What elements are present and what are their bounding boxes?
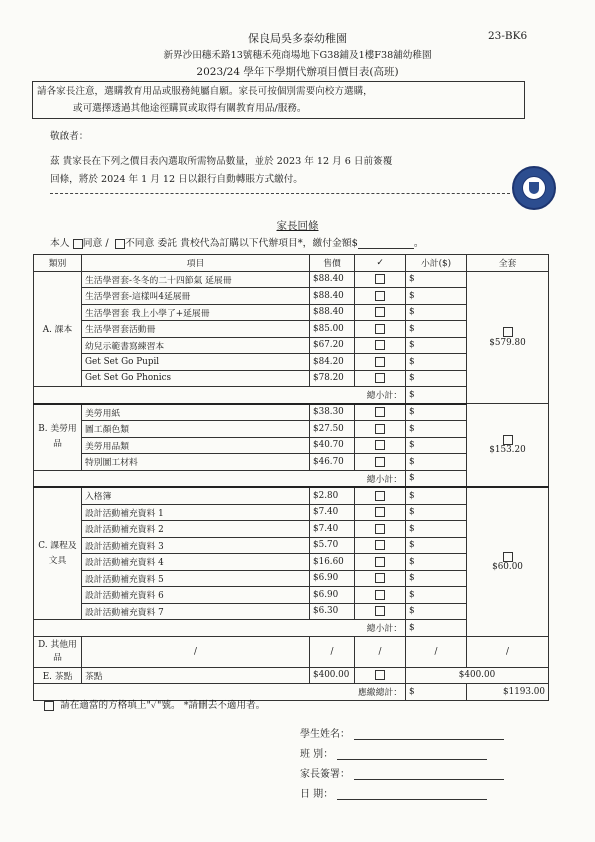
item-subtotal[interactable]: $	[406, 603, 467, 620]
item-name: 特別圖工材料	[82, 454, 310, 471]
item-checkbox[interactable]	[375, 573, 385, 583]
header-subtotal: 小計($)	[406, 255, 467, 272]
item-checkbox[interactable]	[375, 606, 385, 616]
item-checkbox[interactable]	[375, 524, 385, 534]
section-b-subtotal[interactable]: $	[406, 470, 467, 487]
notice-box	[32, 81, 525, 119]
item-name: 生活學習套活動冊	[82, 321, 310, 338]
section-a-category: A. 課本	[34, 271, 82, 387]
field-label: 家長簽署	[300, 769, 340, 780]
item-checkbox-cell[interactable]	[355, 587, 406, 604]
cut-line	[50, 193, 510, 194]
header-tick: ✓	[355, 255, 406, 272]
section-e-total: $400.00	[406, 667, 549, 684]
item-checkbox-cell[interactable]	[355, 271, 406, 288]
item-name: 入格簿	[82, 487, 310, 504]
item-checkbox[interactable]	[375, 274, 385, 284]
item-checkbox-cell[interactable]	[355, 304, 406, 321]
item-checkbox[interactable]	[375, 291, 385, 301]
section-d-price: /	[310, 636, 355, 667]
amount-blank[interactable]	[358, 238, 414, 249]
item-checkbox[interactable]	[375, 507, 385, 517]
item-subtotal[interactable]: $	[406, 421, 467, 438]
item-price: $38.30	[310, 404, 355, 421]
field-colon: ：	[323, 749, 334, 760]
item-checkbox-cell[interactable]	[355, 667, 406, 684]
item-price: $88.40	[310, 271, 355, 288]
item-subtotal[interactable]: $	[406, 454, 467, 471]
notice-line-2: 或可選擇透過其他途徑購買或取得有關教育用品/服務。	[73, 103, 307, 114]
instruction-box-icon	[44, 701, 54, 711]
form-title: 2023/24 學年下學期代辦項目價目表(高班)	[196, 66, 399, 78]
item-price: $88.40	[310, 288, 355, 305]
item-name: 設計活動補充資料 1	[82, 504, 310, 521]
section-d-category: D. 其他用品	[34, 636, 82, 667]
item-checkbox[interactable]	[375, 307, 385, 317]
section-e-row	[34, 667, 549, 684]
table-row	[34, 487, 549, 504]
field-colon: ：	[323, 789, 334, 800]
item-checkbox[interactable]	[375, 324, 385, 334]
item-subtotal[interactable]: $	[406, 304, 467, 321]
reply-title: 家長回條	[276, 220, 319, 232]
header-price: 售價	[310, 255, 355, 272]
item-subtotal[interactable]: $	[406, 554, 467, 571]
instruction-text: 請在適當的方格填上"✓"號。 *請刪去不適用者。	[60, 700, 266, 711]
item-name: 生活學習套 我上小學了+延展冊	[82, 304, 310, 321]
section-d-subtotal: /	[406, 636, 467, 667]
item-subtotal[interactable]: $	[406, 437, 467, 454]
form-code: 23-BK6	[488, 30, 528, 42]
item-name: 圖工顏色類	[82, 421, 310, 438]
section-d-item: /	[82, 636, 310, 667]
item-price: $40.70	[310, 437, 355, 454]
section-a-subtotal[interactable]: $	[406, 387, 467, 404]
field-label: 日 期	[300, 789, 324, 800]
student-name-line[interactable]	[354, 729, 504, 740]
table-row	[34, 271, 549, 288]
student-name-field[interactable]	[300, 725, 504, 740]
header-item: 項目	[82, 255, 310, 272]
item-price: $16.60	[310, 554, 355, 571]
set-checkbox[interactable]	[503, 435, 513, 445]
item-name: Get Set Go Pupil	[82, 354, 310, 371]
item-price: $6.90	[310, 587, 355, 604]
item-name: 設計活動補充資料 5	[82, 570, 310, 587]
item-subtotal[interactable]: $	[406, 521, 467, 538]
item-subtotal[interactable]: $	[406, 504, 467, 521]
signature-line[interactable]	[354, 769, 504, 780]
item-subtotal[interactable]: $	[406, 370, 467, 387]
item-checkbox[interactable]	[375, 670, 385, 680]
table-row	[34, 404, 549, 421]
agree-checkbox[interactable]	[73, 239, 83, 249]
item-checkbox-cell[interactable]	[355, 554, 406, 571]
greeting: 敬啟者：	[50, 131, 89, 142]
section-a-set-total: $579.80	[489, 337, 526, 348]
item-subtotal[interactable]: $	[406, 321, 467, 338]
item-name: 設計活動補充資料 6	[82, 587, 310, 604]
section-c-category: C. 課程及文具	[34, 487, 82, 620]
item-checkbox-cell[interactable]	[355, 354, 406, 371]
item-name: 生活學習套-冬冬的二十四節氣 延展冊	[82, 271, 310, 288]
item-checkbox-cell[interactable]	[355, 570, 406, 587]
item-checkbox-cell[interactable]	[355, 537, 406, 554]
header-category: 類別	[34, 255, 82, 272]
item-name: Get Set Go Phonics	[82, 370, 310, 387]
section-c-set[interactable]	[467, 487, 549, 636]
header-set: 全套	[467, 255, 549, 272]
set-checkbox[interactable]	[503, 327, 513, 337]
item-name: 設計活動補充資料 7	[82, 603, 310, 620]
subtotal-label: 總小計：	[34, 387, 406, 404]
section-d-row	[34, 636, 549, 667]
grand-total-input[interactable]: $	[406, 684, 467, 701]
item-price: $2.80	[310, 487, 355, 504]
section-d-set: /	[467, 636, 549, 667]
item-checkbox-cell[interactable]	[355, 437, 406, 454]
grand-total-value: $1193.00	[467, 684, 549, 701]
grand-total-label: 應繳總計：	[34, 684, 406, 701]
reply-suffix: 。	[413, 238, 424, 249]
item-checkbox[interactable]	[375, 340, 385, 350]
letter-line-1: 茲 貴家長在下列之價目表內選取所需物品數量，並於 2023 年 12 月 6 日前簽覆	[50, 156, 393, 167]
item-name: 幼兒示範書寫練習本	[82, 337, 310, 354]
item-checkbox[interactable]	[375, 407, 385, 417]
item-subtotal[interactable]: $	[406, 570, 467, 587]
subtotal-label: 總小計：	[34, 620, 406, 637]
item-checkbox-cell[interactable]	[355, 603, 406, 620]
item-subtotal[interactable]: $	[406, 404, 467, 421]
item-subtotal[interactable]: $	[406, 587, 467, 604]
item-checkbox[interactable]	[375, 357, 385, 367]
item-subtotal[interactable]: $	[406, 271, 467, 288]
set-checkbox[interactable]	[503, 552, 513, 562]
item-checkbox-cell[interactable]	[355, 454, 406, 471]
item-price: $88.40	[310, 304, 355, 321]
section-e-category: E. 茶點	[34, 667, 82, 684]
item-checkbox[interactable]	[375, 590, 385, 600]
disagree-checkbox[interactable]	[115, 239, 125, 249]
item-checkbox-cell[interactable]	[355, 337, 406, 354]
item-checkbox-cell[interactable]	[355, 521, 406, 538]
item-price: $7.40	[310, 521, 355, 538]
school-seal-icon	[512, 166, 556, 210]
section-d-tick: /	[355, 636, 406, 667]
item-price: $5.70	[310, 537, 355, 554]
item-checkbox-cell[interactable]	[355, 421, 406, 438]
disagree-label: 不同意 委託 貴校代為訂購以下代辦項目*，繳付金額$	[124, 238, 358, 249]
field-colon: ：	[340, 729, 350, 740]
item-checkbox[interactable]	[375, 457, 385, 467]
item-checkbox-cell[interactable]	[355, 370, 406, 387]
item-price: $78.20	[310, 370, 355, 387]
field-label: 班 別	[300, 749, 324, 760]
item-checkbox-cell[interactable]	[355, 288, 406, 305]
item-subtotal[interactable]: $	[406, 288, 467, 305]
item-subtotal[interactable]: $	[406, 537, 467, 554]
field-colon: ：	[340, 769, 350, 780]
instruction	[44, 697, 265, 711]
item-checkbox[interactable]	[375, 440, 385, 450]
item-checkbox-cell[interactable]	[355, 487, 406, 504]
school-name: 保良局吳多泰幼稚園	[248, 32, 347, 45]
item-name: 設計活動補充資料 4	[82, 554, 310, 571]
item-checkbox-cell[interactable]	[355, 504, 406, 521]
item-checkbox[interactable]	[375, 557, 385, 567]
date-line[interactable]	[337, 789, 487, 800]
item-name: 美勞用品類	[82, 437, 310, 454]
field-label: 學生姓名	[300, 729, 340, 740]
section-b-set-total: $153.20	[489, 445, 526, 456]
school-address: 新界沙田穗禾路13號穗禾苑商場地下G38鋪及1樓F38舖幼稚園	[163, 50, 432, 61]
item-checkbox-cell[interactable]	[355, 404, 406, 421]
section-b-category: B. 美勞用品	[34, 404, 82, 471]
item-price: $85.00	[310, 321, 355, 338]
subtotal-label: 總小計：	[34, 470, 406, 487]
reply-prefix: 本人	[50, 238, 70, 249]
item-price: $84.20	[310, 354, 355, 371]
item-price: $6.90	[310, 570, 355, 587]
section-e-item: 茶點	[82, 667, 310, 684]
item-checkbox[interactable]	[375, 373, 385, 383]
item-name: 美勞用紙	[82, 404, 310, 421]
agree-label: 同意 /	[82, 238, 109, 249]
item-price: $6.30	[310, 603, 355, 620]
item-subtotal[interactable]: $	[406, 487, 467, 504]
price-table	[33, 254, 549, 701]
section-c-set-total: $60.00	[492, 562, 523, 572]
item-name: 設計活動補充資料 2	[82, 521, 310, 538]
item-price: $27.50	[310, 421, 355, 438]
table-header-row	[34, 255, 549, 272]
section-e-price: $400.00	[310, 667, 355, 684]
item-price: $7.40	[310, 504, 355, 521]
section-c-subtotal[interactable]: $	[406, 620, 467, 637]
item-price: $67.20	[310, 337, 355, 354]
item-checkbox[interactable]	[375, 491, 385, 501]
item-subtotal[interactable]: $	[406, 354, 467, 371]
reply-statement	[50, 235, 424, 249]
letter-line-2: 回條，將於 2024 年 1 月 12 日以銀行自動轉賬方式繳付。	[50, 174, 303, 185]
item-checkbox-cell[interactable]	[355, 321, 406, 338]
item-subtotal[interactable]: $	[406, 337, 467, 354]
notice-line-1: 請各家長注意，選購教育用品或服務純屬自願。家長可按個別需要向校方選購，	[37, 86, 373, 97]
item-price: $46.70	[310, 454, 355, 471]
section-a-set[interactable]	[467, 271, 549, 404]
class-line[interactable]	[337, 749, 487, 760]
item-name: 設計活動補充資料 3	[82, 537, 310, 554]
parent-signature-field[interactable]	[300, 765, 504, 780]
item-checkbox[interactable]	[375, 540, 385, 550]
section-b-set[interactable]	[467, 404, 549, 488]
item-checkbox[interactable]	[375, 424, 385, 434]
class-field[interactable]	[300, 745, 487, 760]
item-name: 生活學習套-這樣叫4延展冊	[82, 288, 310, 305]
date-field[interactable]	[300, 785, 487, 800]
